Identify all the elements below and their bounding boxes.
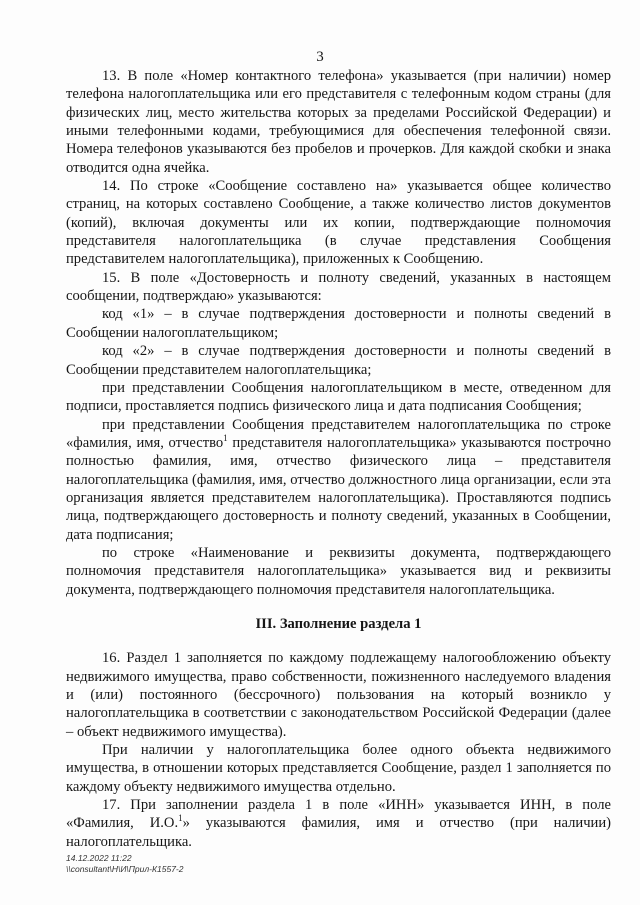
paragraph-code-2: код «2» – в случае подтверждения достоверности и полноты сведений в Сообщении представителем налогоплательщика; (66, 343, 611, 378)
paragraph-multiple-objects: При наличии у налогоплательщика более одного объекта недвижимого имущества, в отношении которых представляется Сообщение, раздел 1 заполняется по каждому объекту недвижимого имущества отдельно. (66, 742, 611, 795)
paragraph-13: 13. В поле «Номер контактного телефона» указывается (при наличии) номер телефона налогоплательщика или его представителя с телефонным кодом страны (для физических лиц, место жительства которых за пределами Российской Федерации) и иными телефонными кодами, требующимися для обеспечения телефонной связи. Номера телефонов указываются без пробелов и прочерков. Для каждой скобки и знака отводится одна ячейка. (66, 68, 611, 176)
paragraph-15: 15. В поле «Достоверность и полноту сведений, указанных в настоящем сообщении, подтверждаю» указываются: (66, 269, 611, 305)
paragraph-code-1: код «1» – в случае подтверждения достоверности и полноты сведений в Сообщении налогоплательщиком; (66, 306, 611, 341)
footer-file-path: \\consultant\H\И\Прил-К1557-2 (66, 864, 184, 874)
paragraph-17 (66, 796, 611, 851)
section-heading: III. Заполнение раздела 1 (255, 615, 422, 632)
paragraph-authority-document: по строке «Наименование и реквизиты документа, подтверждающего полномочия представителя налогоплательщика» указывается вид и реквизиты документа, подтверждающего полномочия представителя налогоплательщика. (66, 544, 611, 598)
paragraph-signature-taxpayer: при представлении Сообщения налогоплательщиком в месте, отведенном для подписи, проставляется подпись физического лица и дата подписания Сообщения; (66, 379, 611, 415)
footer-timestamp: 14.12.2022 11:22 (66, 853, 132, 863)
footnote-marker: 1 (223, 433, 228, 444)
p17-text-before: 17. При заполнении раздела 1 в поле «ИНН» указывается ИНН, в поле «Фамилия, И.О. (66, 797, 611, 832)
paragraph-14: 14. По строке «Сообщение составлено на» указывается общее количество страниц, на которых составлено Сообщение, а также количество листов документов (копий), включая документы или их копии, подтверждающие полномочия представителя налогоплательщика (в случае представления Сообщения представителем налогоплательщика), приложенных к Сообщению. (66, 178, 611, 268)
paragraph-signature-representative (66, 416, 611, 544)
footnote-marker: 1 (178, 813, 183, 824)
fio-text-before: при представлении Сообщения представителем налогоплательщика по строке «фамилия, имя, отчество (66, 416, 611, 451)
fio-text-after: представителя налогоплательщика» указываются построчно полностью фамилия, имя, отчество физического лица – представителя налогоплательщика (фамилия, имя, отчество должностного лица организации, если эта организация является представителем налогоплательщика). Проставляются подпись лица, подтверждающего достоверность и полноту сведений, указанных в Сообщении, дата подписания; (66, 434, 611, 543)
page-number: 3 (316, 49, 324, 65)
footer-stamp (66, 853, 184, 875)
paragraph-16: 16. Раздел 1 заполняется по каждому подлежащему налогообложению объекту недвижимого имущества, право собственности, пожизненного наследуемого владения и (или) постоянного (бессрочного) пользования на который возникло у налогоплательщика в соответствии с законодательством Российской Федерации (далее – объект недвижимого имущества). (66, 650, 611, 740)
document-body (66, 67, 611, 851)
p17-text-after: » указываются фамилия, имя и отчество (при наличии) налогоплательщика. (66, 815, 612, 850)
